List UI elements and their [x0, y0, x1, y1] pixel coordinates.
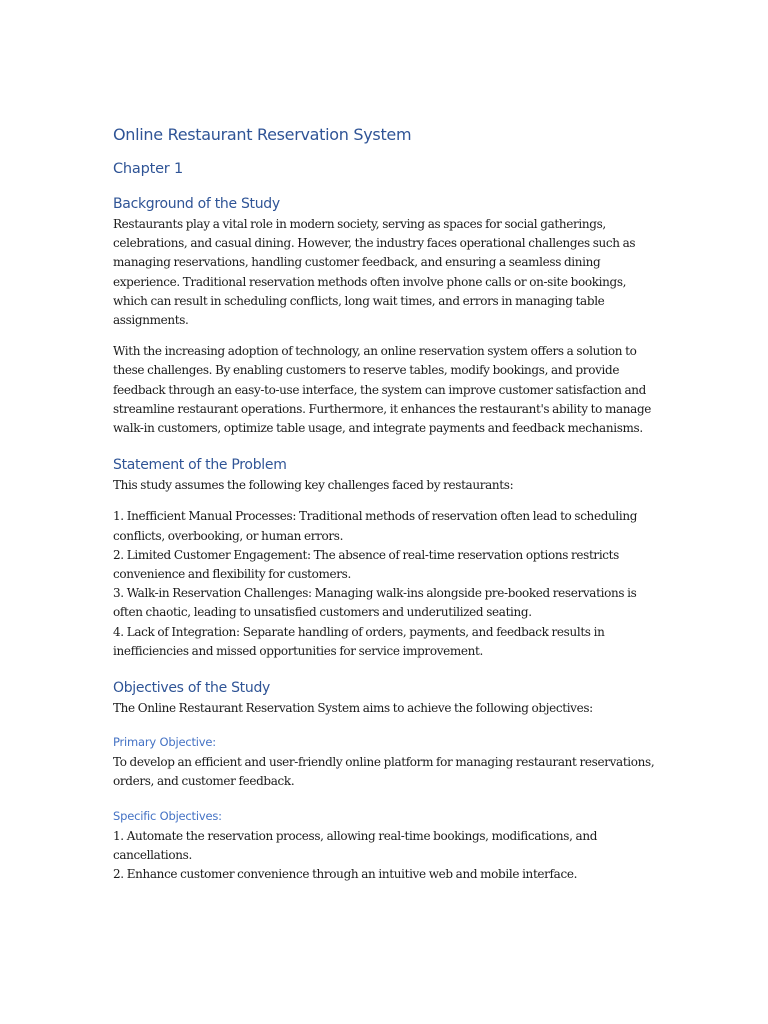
- document-body: [113, 124, 658, 896]
- list-item: 1. Automate the reservation process, allowing real-time bookings, modifications, and cancellations.: [113, 828, 598, 862]
- background-paragraph-2: With the increasing adoption of technology, an online reservation system offers a solution to these challenges. By enabling customers to reserve tables, modify bookings, and provide feedback through an easy-to-use interface, the system can improve customer satisfaction and streamline restaurant operations. Furthermore, it enhances the restaurant's ability to manage walk-in customers, optimize table usage, and integrate payments and feedback mechanisms.: [113, 344, 652, 436]
- specific-objectives-list: [113, 827, 658, 885]
- objectives-intro: The Online Restaurant Reservation System aims to achieve the following objectives:: [113, 701, 593, 716]
- chapter-heading: Chapter 1: [113, 161, 184, 177]
- section-heading-background: Background of the Study: [113, 196, 280, 212]
- document-title: Online Restaurant Reservation System: [113, 125, 412, 144]
- list-item: 2. Limited Customer Engagement: The absence of real-time reservation options restricts convenience and flexibility for customers.: [113, 547, 619, 582]
- section-heading-objectives: Objectives of the Study: [113, 680, 271, 697]
- list-item: 3. Walk-in Reservation Challenges: Managing walk-ins alongside pre-booked reservations is often chaotic, leading to unsatisfied customers and underutilized seating.: [113, 586, 637, 620]
- problem-intro: This study assumes the following key challenges faced by restaurants:: [113, 478, 514, 493]
- list-item: 1. Inefficient Manual Processes: Traditional methods of reservation often lead to scheduling conflicts, overbooking, or human errors.: [113, 509, 638, 543]
- section-heading-problem: Statement of the Problem: [113, 457, 287, 474]
- problem-list: [113, 507, 658, 661]
- primary-objective-text: To develop an efficient and user-friendly online platform for managing restaurant reservations, orders, and customer feedback.: [113, 755, 655, 789]
- list-item: 4. Lack of Integration: Separate handling of orders, payments, and feedback results in inefficiencies and missed opportunities for service improvement.: [113, 624, 605, 658]
- list-item: 2. Enhance customer convenience through an intuitive web and mobile interface.: [113, 867, 578, 882]
- background-paragraph-1: Restaurants play a vital role in modern society, serving as spaces for social gatherings, celebrations, and casual dining. However, the industry faces operational challenges such as managing reservations, handling customer feedback, and ensuring a seamless dining experience. Traditional reservation methods often involve phone calls or on-site bookings, which can result in scheduling conflicts, long wait times, and errors in managing table assignments.: [113, 217, 636, 328]
- specific-objectives-heading: Specific Objectives:: [113, 808, 222, 823]
- primary-objective-heading: Primary Objective:: [113, 735, 216, 750]
